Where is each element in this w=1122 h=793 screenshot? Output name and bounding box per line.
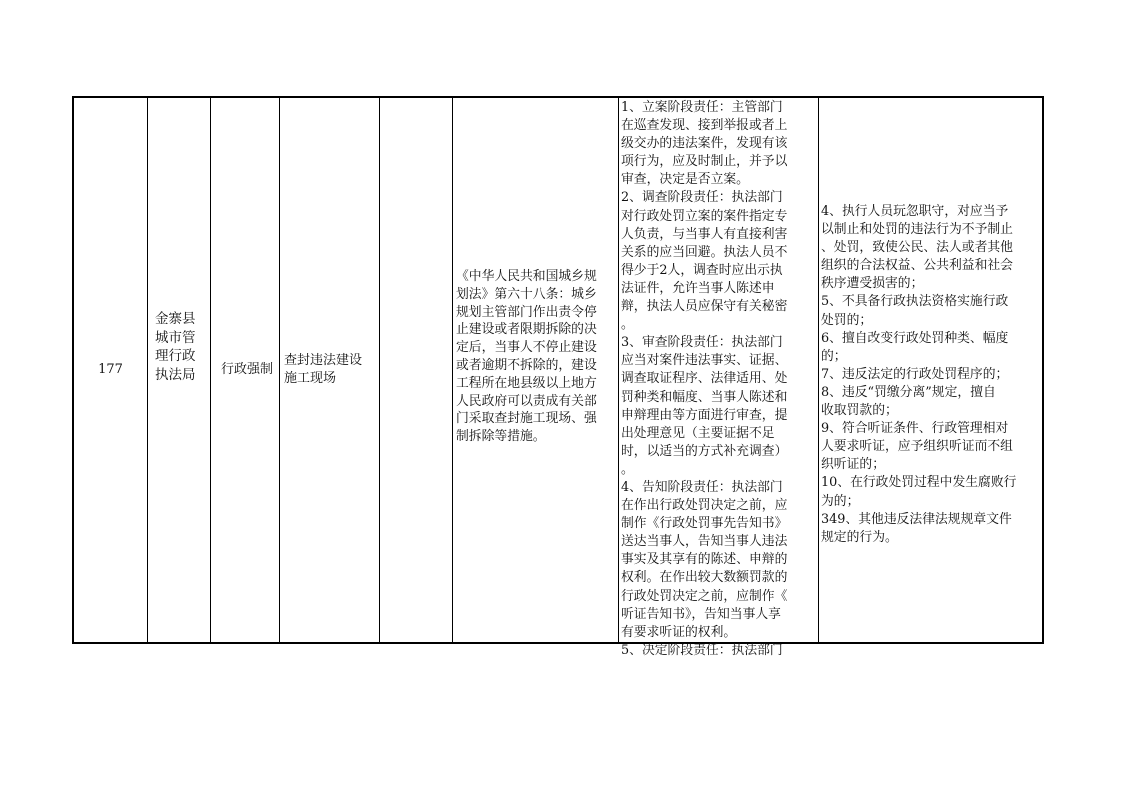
column-divider <box>379 98 380 642</box>
responsibility-line: 制作《行政处罚事先告知书》 <box>621 516 788 532</box>
legal-basis-cell <box>456 268 619 446</box>
responsibility-line: 3、审查阶段责任：执法部门 <box>621 335 783 351</box>
accountability-line: 6、擅自改变行政处罚种类、幅度 <box>821 330 1009 346</box>
responsibility-line: 事实及其享有的陈述、申辩的 <box>621 552 788 568</box>
column-divider <box>147 98 148 642</box>
responsibility-line: 申辩理由等方面进行审查，提 <box>621 407 788 423</box>
responsibility-line: 辩，执法人员应保守有关秘密 <box>621 299 788 315</box>
responsibility-line: 关系的应当回避。执法人员不 <box>621 244 788 260</box>
responsibility-line: 级交办的违法案件，发现有该 <box>621 136 788 152</box>
accountability-line: 的； <box>821 348 847 364</box>
responsibility-line: 出处理意见（主要证据不足 <box>621 425 775 441</box>
responsibility-line: 应当对案件违法事实、证据、 <box>621 353 788 369</box>
accountability-line: 收取罚款的； <box>821 403 898 419</box>
legal-basis-line: 门采取查封施工现场、强 <box>456 411 597 427</box>
item-line: 施工现场 <box>284 371 337 386</box>
legal-basis-line: 划法》第六十八条：城乡 <box>456 286 597 302</box>
column-divider <box>279 98 280 642</box>
responsibility-line: 调查取证程序、法律适用、处 <box>621 371 788 387</box>
responsibility-line: 在作出行政处罚决定之前，应 <box>621 498 788 514</box>
responsibility-line: 审查，决定是否立案。 <box>621 172 749 188</box>
accountability-line: 人要求听证，应予组织听证而不组 <box>821 439 1013 455</box>
accountability-line: 织听证的； <box>821 457 885 473</box>
responsibility-line: 有要求听证的权利。 <box>621 624 737 640</box>
responsibility-cell <box>621 99 817 658</box>
row-number: 177 <box>98 362 123 377</box>
responsibility-line: 1、立案阶段责任：主管部门 <box>621 100 783 115</box>
responsibility-line: 。 <box>621 461 634 477</box>
accountability-line: 8、违反“罚缴分离”规定，擅自 <box>821 384 996 400</box>
legal-basis-line: 或者逾期不拆除的，建设 <box>456 357 597 373</box>
legal-basis-line: 规划主管部门作出责令停 <box>456 304 597 320</box>
item-line: 查封违法建设 <box>284 353 363 368</box>
legal-basis-line: 工程所在地县级以上地方 <box>456 375 597 391</box>
legal-basis-line: 定后，当事人不停止建设 <box>456 340 597 356</box>
legal-basis-line: 制拆除等措施。 <box>456 429 546 445</box>
responsibility-line: 项行为，应及时制止，并予以 <box>621 154 788 170</box>
accountability-cell <box>821 203 1043 547</box>
department-line: 金寨县 <box>155 311 196 327</box>
permission-table <box>72 96 1044 658</box>
responsibility-line: 4、告知阶段责任：执法部门 <box>621 479 783 495</box>
responsibility-line: 法证件，允许当事人陈述申 <box>621 280 775 296</box>
department-cell <box>155 310 215 384</box>
department-line: 理行政 <box>155 348 196 364</box>
accountability-line: 10、在行政处罚过程中发生腐败行 <box>821 475 1017 491</box>
item-name-cell <box>284 352 374 388</box>
responsibility-line: 2、调查阶段责任：执法部门 <box>621 190 783 206</box>
responsibility-line: 5、决定阶段责任：执法部门 <box>621 642 783 658</box>
column-divider <box>452 98 453 642</box>
accountability-line: 组织的合法权益、公共利益和社会 <box>821 258 1013 274</box>
responsibility-line: 。 <box>621 317 634 333</box>
department-line: 执法局 <box>155 366 196 383</box>
responsibility-line: 听证告知书》，告知当事人享 <box>621 606 781 622</box>
department-line: 城市管 <box>155 329 196 346</box>
accountability-line: 9、符合听证条件、行政管理相对 <box>821 421 1009 437</box>
accountability-line: 处罚的； <box>821 312 873 328</box>
accountability-line: 秩序遭受损害的； <box>821 276 924 292</box>
responsibility-line: 行政处罚决定之前，应制作《 <box>621 588 788 604</box>
legal-basis-line: 人民政府可以责成有关部 <box>456 393 597 409</box>
column-divider <box>818 98 819 642</box>
responsibility-line: 罚种类和幅度、当事人陈述和 <box>621 389 788 405</box>
legal-basis-line: 《中华人民共和国城乡规 <box>456 269 597 284</box>
responsibility-line: 对行政处罚立案的案件指定专 <box>621 208 788 224</box>
responsibility-line: 得少于2人，调查时应出示执 <box>621 262 783 278</box>
accountability-line: 为的； <box>821 493 860 509</box>
accountability-line: 规定的行为。 <box>821 529 898 545</box>
accountability-line: 、处罚，致使公民、法人或者其他 <box>821 240 1013 256</box>
power-type-cell: 行政强制 <box>220 362 273 377</box>
responsibility-line: 人负责，与当事人有直接利害 <box>621 226 788 242</box>
legal-basis-line: 止建设或者限期拆除的决 <box>456 322 597 338</box>
responsibility-line: 在巡查发现、接到举报或者上 <box>621 118 788 134</box>
accountability-line: 349、其他违反法律法规规章文件 <box>821 511 1012 527</box>
responsibility-line: 权利。在作出较大数额罚款的 <box>621 570 788 586</box>
accountability-line: 7、违反法定的行政处罚程序的； <box>821 366 1009 382</box>
accountability-line: 以制止和处罚的违法行为不予制止 <box>821 222 1013 238</box>
responsibility-line: 送达当事人，告知当事人违法 <box>621 534 788 550</box>
accountability-line: 4、执行人员玩忽职守，对应当予 <box>821 204 1009 219</box>
responsibility-line: 时，以适当的方式补充调查） <box>621 443 788 459</box>
accountability-line: 5、不具备行政执法资格实施行政 <box>821 294 1009 310</box>
